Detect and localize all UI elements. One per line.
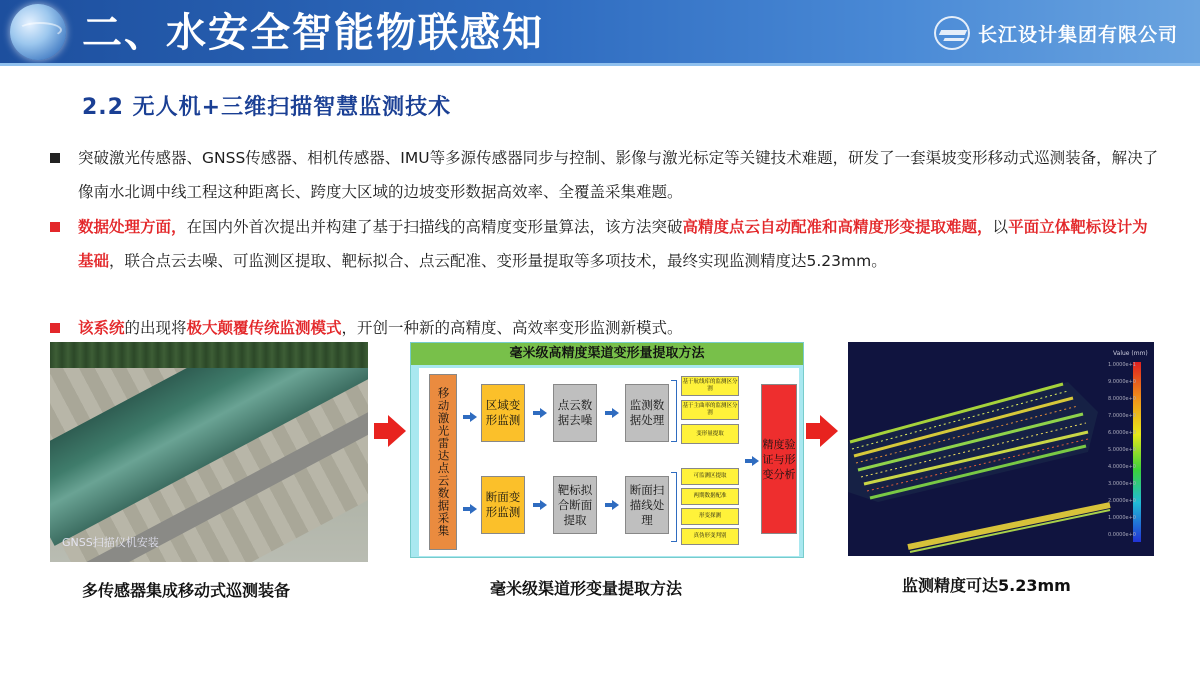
- sub-step-box: 真伪形变判别: [681, 528, 739, 545]
- header-bar: [0, 0, 1200, 66]
- scanline-processing-box: 断面扫描线处理: [625, 476, 669, 534]
- body-text: ，联合点云去噪、可监测区提取、靶标拟合、点云配准、变形量提取等多项技术，最终实现监测精度达5.23mm。: [109, 252, 887, 270]
- tree-line: [50, 342, 368, 368]
- square-bullet-icon: [50, 153, 60, 163]
- colorbar-tick: 2.0000e+0: [1108, 498, 1136, 504]
- highlight-text: 该系统: [78, 319, 125, 337]
- accuracy-verification-box: 精度验证与形变分析: [761, 384, 797, 534]
- highlight-text: 数据处理方面，: [78, 218, 187, 236]
- region-monitoring-box: 区域变形监测: [481, 384, 525, 442]
- sub-step-box: 形变探测: [681, 508, 739, 525]
- method-flow-diagram: [410, 342, 804, 558]
- denoise-box: 点云数据去噪: [553, 384, 597, 442]
- body-text: 以: [992, 218, 1009, 236]
- colorbar-tick: 9.0000e+0: [1108, 379, 1136, 385]
- photo-watermark: GNSS扫描仪机安装: [62, 536, 159, 549]
- section-monitoring-box: 断面变形监测: [481, 476, 525, 534]
- bullet-paragraph-3: [50, 311, 1160, 345]
- data-processing-box: 监测数据处理: [625, 384, 669, 442]
- bullet-paragraph-1: [50, 141, 1160, 209]
- flow-arrow-icon: [745, 456, 759, 466]
- sub-step-box: 变形量提取: [681, 424, 739, 444]
- sub-step-box: 两期数据配准: [681, 488, 739, 505]
- colorbar-tick: 5.0000e+0: [1108, 447, 1136, 453]
- square-bullet-icon: [50, 222, 60, 232]
- sub-step-box: 可监测区提取: [681, 468, 739, 485]
- sub-step-box: 基于航线库的监测区分割: [681, 376, 739, 396]
- body-text: 在国内外首次提出并构建了基于扫描线的高精度变形量算法，该方法突破: [186, 218, 683, 236]
- paragraph-text: 突破激光传感器、GNSS传感器、相机传感器、IMU等多源传感器同步与控制、影像与激光标定等关键技术难题，研发了一套渠坡变形移动式巡测装备，解决了像南水北调中线工程这种距离长、跨度大区域的边坡变形数据高效率、全覆盖采集难题。: [78, 149, 1159, 201]
- highlight-text: 高精度点云自动配准和高精度形变提取难题，: [682, 218, 993, 236]
- flow-arrow-icon: [533, 408, 547, 418]
- company-logo-icon: [934, 16, 970, 50]
- page-title: 二、水安全智能物联感知: [82, 10, 544, 56]
- colorbar-tick: 4.0000e+0: [1108, 464, 1136, 470]
- diagram-title: 毫米级高精度渠道变形量提取方法: [411, 343, 803, 365]
- colorbar-tick: 7.0000e+0: [1108, 413, 1136, 419]
- paragraph-text: [78, 210, 1160, 278]
- caption-right: 监测精度可达5.23mm: [902, 576, 1071, 595]
- flow-arrow-icon: [533, 500, 547, 510]
- bracket: [671, 380, 677, 442]
- colorbar-tick: 3.0000e+0: [1108, 481, 1136, 487]
- highlight-text: 平面立体靶标设计为基础: [78, 218, 1148, 270]
- bullet-paragraph-2: [50, 210, 1160, 278]
- paragraph-text: [78, 311, 1160, 345]
- section-subtitle: 2.2 无人机+三维扫描智慧监测技术: [82, 95, 452, 120]
- diagram-body: [419, 368, 799, 556]
- company-logo: [934, 16, 1178, 50]
- target-fitting-box: 靶标拟合断面提取: [553, 476, 597, 534]
- colorbar-tick: 1.0000e+0: [1108, 515, 1136, 521]
- colorbar-tick: 1.0000e+1: [1108, 362, 1136, 368]
- flow-arrow-icon: [463, 504, 477, 514]
- globe-icon: [10, 4, 66, 60]
- flow-arrow-icon: [605, 408, 619, 418]
- flow-arrow-icon: [463, 412, 477, 422]
- square-bullet-icon: [50, 323, 60, 333]
- highlight-text: 极大颠覆传统监测模式: [186, 319, 342, 337]
- sub-step-box: 基于主曲率的监测区分割: [681, 400, 739, 420]
- canal-aerial-photo: [50, 342, 368, 562]
- caption-middle: 毫米级渠道形变量提取方法: [490, 579, 683, 598]
- flow-arrow-icon: [605, 500, 619, 510]
- point-cloud-image: [848, 342, 1154, 556]
- colorbar-tick: 8.0000e+0: [1108, 396, 1136, 402]
- colorbar-tick: 0.0000e+0: [1108, 532, 1136, 538]
- caption-left: 多传感器集成移动式巡测装备: [82, 581, 291, 600]
- data-collection-box: 移动激光雷达点云数据采集: [429, 374, 457, 550]
- colorbar-label: Value (mm): [1113, 350, 1148, 357]
- company-name: 长江设计集团有限公司: [977, 23, 1178, 46]
- colorbar-tick: 6.0000e+0: [1108, 430, 1136, 436]
- body-text: ，开创一种新的高精度、高效率变形监测新模式。: [341, 319, 683, 337]
- body-text: 的出现将: [124, 319, 187, 337]
- bracket: [671, 472, 677, 542]
